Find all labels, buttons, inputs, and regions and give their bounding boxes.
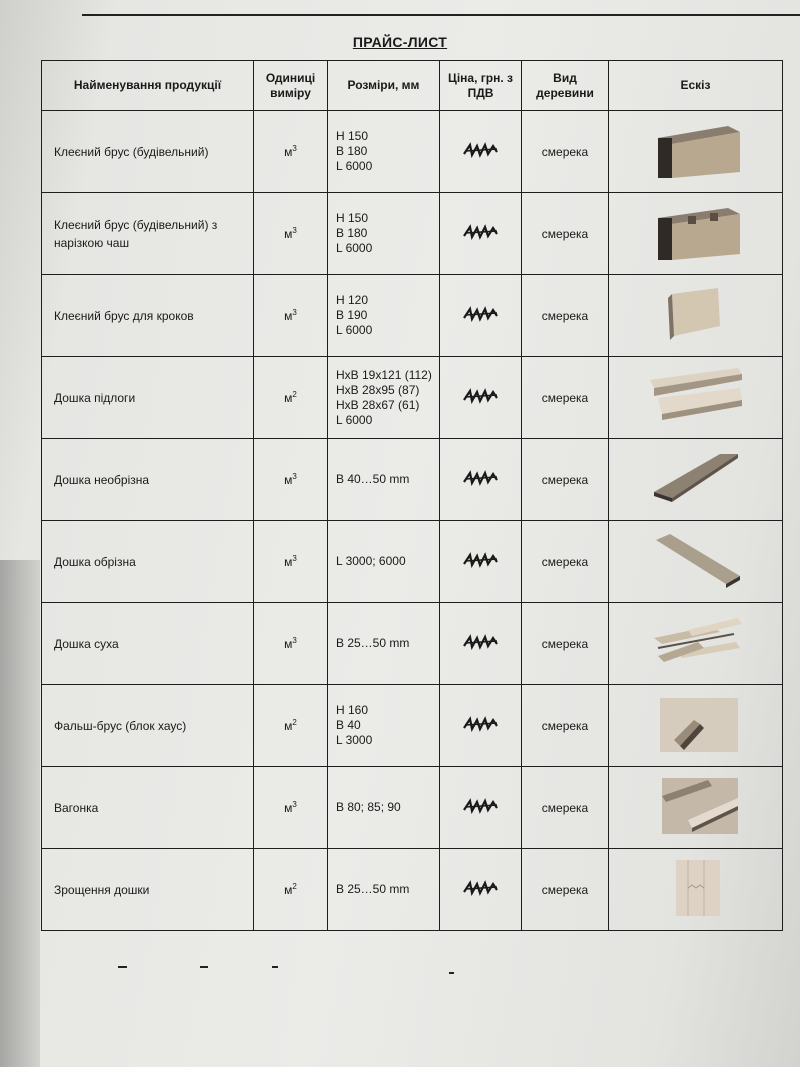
table-row bbox=[42, 521, 783, 603]
price-cell bbox=[440, 357, 522, 439]
size-line: Н 150 bbox=[336, 129, 369, 143]
product-name: Клеєний брус для кроков bbox=[42, 275, 254, 357]
price-table bbox=[41, 60, 783, 931]
product-name: Дошка необрізна bbox=[42, 439, 254, 521]
unedged-board-icon bbox=[648, 497, 744, 511]
wood-type: смерека bbox=[522, 685, 609, 767]
table-row bbox=[42, 275, 783, 357]
price-cell bbox=[440, 849, 522, 931]
size-line: В 180 bbox=[336, 144, 368, 158]
unit-cell bbox=[254, 767, 328, 849]
footer-mark bbox=[449, 972, 454, 974]
redacted-price-scribble-icon bbox=[461, 559, 501, 573]
product-name: Клеєний брус (будівельний) з нарізкою чаш bbox=[42, 193, 254, 275]
price-cell bbox=[440, 767, 522, 849]
unit-exponent: 3 bbox=[292, 144, 297, 153]
table-row bbox=[42, 439, 783, 521]
unit-exponent: 3 bbox=[292, 554, 297, 563]
sizes-cell bbox=[328, 685, 440, 767]
price-cell bbox=[440, 685, 522, 767]
wood-type: смерека bbox=[522, 521, 609, 603]
dry-board-stack-icon bbox=[648, 661, 744, 675]
price-cell bbox=[440, 111, 522, 193]
unit-base: м bbox=[284, 309, 293, 323]
product-name: Клеєний брус (будівельний) bbox=[42, 111, 254, 193]
rafter-beam-icon bbox=[648, 333, 744, 347]
size-line: В 190 bbox=[336, 308, 368, 322]
header-sketch: Ескіз bbox=[609, 61, 783, 111]
redacted-price-scribble-icon bbox=[461, 395, 501, 409]
size-line: НхВ 19х121 (112) bbox=[336, 367, 432, 382]
unit-cell bbox=[254, 111, 328, 193]
sketch-cell bbox=[609, 439, 783, 521]
unit-cell bbox=[254, 685, 328, 767]
price-cell bbox=[440, 439, 522, 521]
table-row bbox=[42, 603, 783, 685]
unit-base: м bbox=[284, 555, 293, 569]
sketch-cell bbox=[609, 685, 783, 767]
header-unit: Одиниці виміру bbox=[254, 61, 328, 111]
page-title: ПРАЙС-ЛИСТ bbox=[352, 34, 448, 50]
sizes-cell bbox=[328, 111, 440, 193]
size-line: Н 150 bbox=[336, 211, 369, 225]
unit-cell bbox=[254, 521, 328, 603]
shadow-overlay bbox=[0, 560, 40, 1067]
unit-exponent: 3 bbox=[292, 636, 297, 645]
size-line: НхВ 28х67 (61) bbox=[336, 397, 420, 412]
unit-exponent: 3 bbox=[292, 226, 297, 235]
wood-type: смерека bbox=[522, 849, 609, 931]
size-line: В 80; 85; 90 bbox=[336, 800, 401, 814]
sketch-cell bbox=[609, 275, 783, 357]
sketch-cell bbox=[609, 193, 783, 275]
unit-base: м bbox=[284, 227, 293, 241]
sketch-cell bbox=[609, 767, 783, 849]
wood-type: смерека bbox=[522, 111, 609, 193]
header-name: Найменування продукції bbox=[42, 61, 254, 111]
sizes-cell bbox=[328, 275, 440, 357]
wood-type: смерека bbox=[522, 275, 609, 357]
sketch-cell bbox=[609, 521, 783, 603]
footer-mark bbox=[118, 966, 127, 968]
unit-cell bbox=[254, 193, 328, 275]
size-line: L 3000 bbox=[336, 733, 373, 747]
header-wood: Вид деревини bbox=[522, 61, 609, 111]
footer-mark bbox=[272, 966, 278, 968]
unit-exponent: 3 bbox=[292, 472, 297, 481]
block-house-icon bbox=[648, 743, 744, 757]
unit-base: м bbox=[284, 883, 293, 897]
wood-type: смерека bbox=[522, 439, 609, 521]
sizes-cell bbox=[328, 767, 440, 849]
price-cell bbox=[440, 275, 522, 357]
floor-board-icon bbox=[648, 415, 744, 429]
redacted-price-scribble-icon bbox=[461, 231, 501, 245]
sketch-cell bbox=[609, 111, 783, 193]
product-name: Дошка суха bbox=[42, 603, 254, 685]
redacted-price-scribble-icon bbox=[461, 723, 501, 737]
unit-exponent: 2 bbox=[292, 718, 297, 727]
unit-cell bbox=[254, 439, 328, 521]
sizes-cell bbox=[328, 193, 440, 275]
table-row bbox=[42, 357, 783, 439]
table-row bbox=[42, 849, 783, 931]
wood-type: смерека bbox=[522, 357, 609, 439]
sizes-cell bbox=[328, 357, 440, 439]
unit-base: м bbox=[284, 145, 293, 159]
wood-type: смерека bbox=[522, 603, 609, 685]
table-row bbox=[42, 193, 783, 275]
redacted-price-scribble-icon bbox=[461, 887, 501, 901]
redacted-price-scribble-icon bbox=[461, 149, 501, 163]
size-line: L 6000 bbox=[336, 241, 373, 255]
product-name: Вагонка bbox=[42, 767, 254, 849]
table-header-row bbox=[42, 61, 783, 111]
price-cell bbox=[440, 521, 522, 603]
sketch-cell bbox=[609, 849, 783, 931]
notched-beam-icon bbox=[648, 251, 744, 265]
unit-cell bbox=[254, 603, 328, 685]
size-line: НхВ 28х95 (87) bbox=[336, 382, 420, 397]
sketch-cell bbox=[609, 603, 783, 685]
unit-exponent: 3 bbox=[292, 308, 297, 317]
glued-beam-icon bbox=[648, 169, 744, 183]
sizes-cell bbox=[328, 849, 440, 931]
sketch-cell bbox=[609, 357, 783, 439]
finger-joint-board-icon bbox=[648, 907, 744, 921]
size-line: Н 120 bbox=[336, 293, 369, 307]
header-sizes: Розміри, мм bbox=[328, 61, 440, 111]
redacted-price-scribble-icon bbox=[461, 805, 501, 819]
size-line: В 180 bbox=[336, 226, 368, 240]
size-line: L 6000 bbox=[336, 159, 373, 173]
size-line: L 6000 bbox=[336, 323, 373, 337]
table-row bbox=[42, 111, 783, 193]
unit-exponent: 2 bbox=[292, 390, 297, 399]
product-name: Зрощення дошки bbox=[42, 849, 254, 931]
unit-base: м bbox=[284, 473, 293, 487]
unit-base: м bbox=[284, 801, 293, 815]
unit-exponent: 2 bbox=[292, 882, 297, 891]
size-line: В 40 bbox=[336, 718, 361, 732]
unit-cell bbox=[254, 849, 328, 931]
size-line: L 3000; 6000 bbox=[336, 554, 406, 568]
header-rule bbox=[82, 14, 800, 16]
size-line: В 40…50 mm bbox=[336, 472, 410, 486]
wood-type: смерека bbox=[522, 767, 609, 849]
table-row bbox=[42, 767, 783, 849]
sizes-cell bbox=[328, 521, 440, 603]
redacted-price-scribble-icon bbox=[461, 313, 501, 327]
size-line: В 25…50 mm bbox=[336, 636, 410, 650]
header-price: Ціна, грн. з ПДВ bbox=[440, 61, 522, 111]
redacted-price-scribble-icon bbox=[461, 641, 501, 655]
table-row bbox=[42, 685, 783, 767]
unit-base: м bbox=[284, 637, 293, 651]
footer-mark bbox=[200, 966, 208, 968]
size-line: В 25…50 mm bbox=[336, 882, 410, 896]
price-cell bbox=[440, 603, 522, 685]
size-line: Н 160 bbox=[336, 703, 369, 717]
redacted-price-scribble-icon bbox=[461, 477, 501, 491]
wood-type: смерека bbox=[522, 193, 609, 275]
edged-board-icon bbox=[648, 579, 744, 593]
unit-base: м bbox=[284, 719, 293, 733]
product-name: Дошка обрізна bbox=[42, 521, 254, 603]
sizes-cell bbox=[328, 603, 440, 685]
price-cell bbox=[440, 193, 522, 275]
unit-cell bbox=[254, 275, 328, 357]
product-name: Дошка підлоги bbox=[42, 357, 254, 439]
unit-cell bbox=[254, 357, 328, 439]
sizes-cell bbox=[328, 439, 440, 521]
unit-exponent: 3 bbox=[292, 800, 297, 809]
product-name: Фальш-брус (блок хаус) bbox=[42, 685, 254, 767]
size-line: L 6000 bbox=[336, 412, 373, 427]
unit-base: м bbox=[284, 391, 293, 405]
lining-board-icon bbox=[648, 825, 744, 839]
